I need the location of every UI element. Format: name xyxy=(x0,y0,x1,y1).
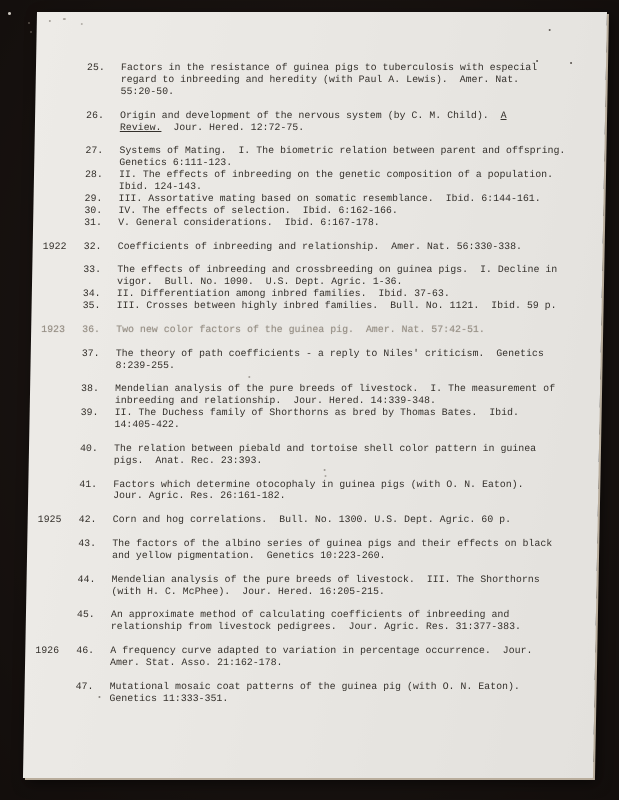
list-item xyxy=(34,169,604,193)
text-line: and yellow pigmentation. Genetics 10:223-260. xyxy=(111,549,386,561)
item-text xyxy=(114,407,599,431)
item-number: 33. xyxy=(83,264,102,276)
text-line: Mendelian analysis of the pure breeds of livestock. I. The measurement of xyxy=(114,383,556,395)
item-text xyxy=(116,324,601,336)
item-number: 41. xyxy=(79,478,98,490)
text-line: 55:20-50. xyxy=(120,85,175,97)
text-line: inbreeding and relationship. Jour. Hered. 14:339-348. xyxy=(114,395,437,407)
item-number: 35. xyxy=(82,300,101,312)
year-label: 1926 xyxy=(35,645,60,657)
scan-speck xyxy=(570,62,572,64)
text-line: Coefficients of inbreeding and relationship. Amer. Nat. 56:330-338. xyxy=(117,240,523,252)
item-text xyxy=(120,62,606,98)
text-line: Mendelian analysis of the pure breeds of livestock. III. The Shorthorns xyxy=(111,573,540,585)
scan-speck xyxy=(324,475,326,477)
item-number: 29. xyxy=(84,192,103,204)
item-text xyxy=(118,205,603,217)
item-number: 39. xyxy=(80,407,99,419)
item-text xyxy=(118,193,603,205)
list-item xyxy=(30,383,600,407)
scan-speck xyxy=(28,22,30,24)
text-line: A frequency curve adapted to variation in percentage occurrence. Jour. xyxy=(110,645,533,657)
list-item xyxy=(28,479,598,503)
scan-speck xyxy=(81,23,83,25)
list-item xyxy=(30,348,600,372)
text-line: The theory of path coefficients - a reply to Niles' criticism. Genetics xyxy=(115,347,544,359)
item-number: 30. xyxy=(84,204,103,216)
text-line: relationship from livestock pedigrees. Jour. Agric. Res. 31:377-383. xyxy=(110,621,522,633)
text-line: III. Crosses between highly inbred families. Bull. No. 1121. Ibid. 59 p. xyxy=(116,300,557,312)
text-line: Ibid. 124-143. xyxy=(118,181,203,193)
text-line: II. The Duchess family of Shorthorns as bred by Thomas Bates. Ibid. xyxy=(114,407,520,419)
text-line: regard to inbreeding and heredity (with Paul A. Lewis). Amer. Nat. xyxy=(120,73,520,85)
list-item xyxy=(33,217,603,229)
text-line: Factors in the resistance of guinea pigs to tuberculosis with especial xyxy=(120,62,538,73)
item-number: 43. xyxy=(78,538,97,550)
item-number: 46. xyxy=(76,645,95,657)
list-item xyxy=(24,681,594,705)
list-item xyxy=(25,645,595,669)
item-text xyxy=(115,348,600,372)
item-text xyxy=(109,681,594,705)
list-item xyxy=(33,241,603,253)
document-page xyxy=(23,12,607,778)
item-number: 37. xyxy=(81,347,100,359)
list-item xyxy=(35,110,605,134)
item-number: 34. xyxy=(82,288,101,300)
item-text xyxy=(119,145,604,169)
scan-speck xyxy=(549,29,551,31)
item-number: 42. xyxy=(78,514,97,526)
text-line: Jour. Agric. Res. 26:161-182. xyxy=(113,490,286,502)
scan-speck xyxy=(30,31,32,33)
scan-speck xyxy=(8,12,11,15)
scan-speck xyxy=(49,20,51,22)
text-line: Amer. Stat. Asso. 21:162-178. xyxy=(109,657,283,669)
text-line: III. Assortative mating based on somatic resemblance. Ibid. 6:144-161. xyxy=(118,192,541,204)
list-item xyxy=(34,145,604,169)
list-item xyxy=(32,264,602,288)
text-line: The relation between piebald and tortoise shell color pattern in guinea xyxy=(113,442,537,454)
text-line: 14:405-422. xyxy=(114,419,180,431)
item-number: 47. xyxy=(75,680,94,692)
text-line: II. Differentiation among inbred families. Ibid. 37-63. xyxy=(116,288,450,300)
list-item xyxy=(27,538,597,562)
list-item xyxy=(31,324,601,336)
text-line: pigs. Anat. Rec. 23:393. xyxy=(113,454,263,466)
list-item xyxy=(28,514,598,526)
text-line: Two new color factors of the guinea pig. Amer. Nat. 57:42-51. xyxy=(116,323,485,335)
list-item xyxy=(32,300,602,312)
year-label: 1923 xyxy=(41,323,66,335)
scan-speck xyxy=(63,18,66,20)
item-number: 44. xyxy=(77,573,96,585)
year-label: 1922 xyxy=(42,240,67,252)
item-text xyxy=(110,645,595,669)
item-number: 40. xyxy=(79,442,98,454)
scan-speck xyxy=(324,469,326,471)
text-line: Genetics 11:333-351. xyxy=(109,692,229,704)
item-text xyxy=(118,241,603,253)
text-line: IV. The effects of selection. Ibid. 6:162-166. xyxy=(118,204,398,216)
list-item xyxy=(29,407,599,431)
item-number: 31. xyxy=(84,216,103,228)
item-text xyxy=(119,169,604,193)
item-number: 27. xyxy=(85,145,104,157)
item-number: 45. xyxy=(76,609,95,621)
list-item xyxy=(26,574,596,598)
item-text xyxy=(111,574,596,598)
list-item xyxy=(35,62,606,98)
text-line: An approximate method of calculating coefficients of inbreeding and xyxy=(110,609,510,621)
text-line: Factors which determine otocophaly in guinea pigs (with O. N. Eaton). xyxy=(113,478,524,490)
list-item xyxy=(29,443,599,467)
bibliography-list xyxy=(24,12,607,705)
text-line: Review. Jour. Hered. 12:72-75. xyxy=(119,121,305,133)
list-item xyxy=(33,193,603,205)
text-line: vigor. Bull. No. 1090. U.S. Dept. Agric. 1-36. xyxy=(116,276,403,288)
item-text xyxy=(118,217,603,229)
text-line: 8:239-255. xyxy=(115,359,176,371)
item-number: 32. xyxy=(83,240,102,252)
list-item xyxy=(33,205,603,217)
scan-speck xyxy=(98,696,100,698)
item-text xyxy=(117,288,602,300)
item-text xyxy=(112,538,597,562)
item-text xyxy=(117,264,602,288)
item-text xyxy=(120,110,605,134)
item-number: 28. xyxy=(84,169,103,181)
scan-speck xyxy=(248,376,250,378)
text-line: Genetics 6:111-123. xyxy=(119,157,233,169)
text-line: V. General considerations. Ibid. 6:167-178. xyxy=(118,216,380,228)
item-number: 38. xyxy=(80,383,100,395)
item-text xyxy=(113,479,598,503)
item-number: 36. xyxy=(82,323,101,335)
text-line: Corn and hog correlations. Bull. No. 1300. U.S. Dept. Agric. 60 p. xyxy=(112,514,512,526)
text-line: II. The effects of inbreeding on the genetic composition of a population. xyxy=(118,169,554,181)
list-item xyxy=(26,609,596,633)
text-line: (with H. C. McPhee). Jour. Hered. 16:205-215. xyxy=(111,585,386,597)
item-text xyxy=(113,514,598,526)
item-number: 26. xyxy=(86,109,105,121)
item-text xyxy=(115,383,600,407)
text-line: The factors of the albino series of guinea pigs and their effects on black xyxy=(112,538,553,550)
list-item xyxy=(32,288,602,300)
item-text xyxy=(117,300,602,312)
text-line: Mutational mosaic coat patterns of the guinea pig (with O. N. Eaton). xyxy=(109,680,521,692)
text-line: The effects of inbreeding and crossbreeding on guinea pigs. I. Decline in xyxy=(117,264,558,276)
scan-speck xyxy=(536,60,538,62)
text-line: Systems of Mating. I. The biometric relation between parent and offspring. xyxy=(119,145,566,157)
item-text xyxy=(114,443,599,467)
text-line: Origin and development of the nervous system (by C. M. Child). A xyxy=(120,109,507,121)
item-text xyxy=(111,609,596,633)
item-number: 25. xyxy=(86,62,105,73)
year-label: 1925 xyxy=(37,514,62,526)
